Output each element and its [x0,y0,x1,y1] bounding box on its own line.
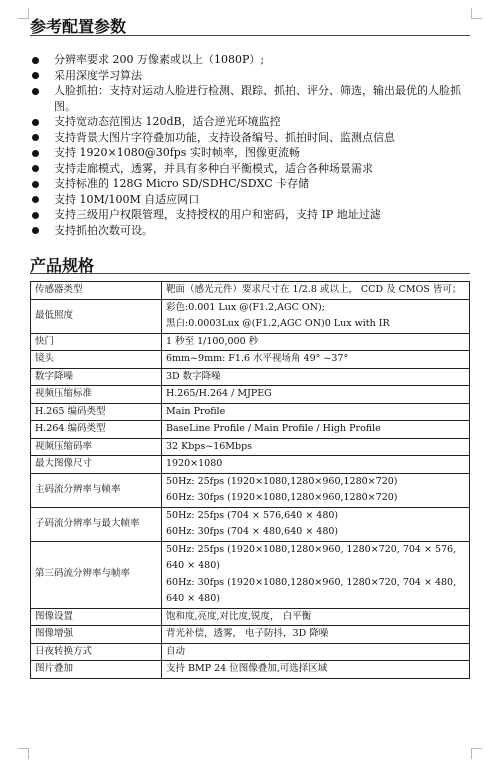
spec-key: 图像设置 [31,608,162,626]
spec-value: H.265/H.264 / MJPEG [162,386,470,404]
spec-value: Main Profile [162,403,470,421]
crop-mark [18,748,29,759]
list-item: 采用深度学习算法 [30,68,475,84]
spec-value: 饱和度,亮度,对比度,锐度， 白平衡 [162,608,470,626]
table-row [31,421,470,439]
spec-value: 1 秒至 1/100,000 秒 [162,333,470,351]
spec-key: 主码流分辨率与帧率 [31,473,162,507]
list-item: 支持宽动态范围达 120dB，适合逆光环境监控 [30,114,475,130]
spec-value [162,507,470,541]
spec-key: 第三码流分辨率与帧率 [31,541,162,608]
spec-key: 视频压缩码率 [31,438,162,456]
spec-value-line: 彩色:0.001 Lux @(F1.2,AGC ON); [166,301,325,313]
list-item: 支持 1920×1080@30fps 实时帧率，图像更流畅 [30,145,475,161]
table-row [31,333,470,351]
spec-value [162,299,470,333]
spec-value: 1920×1080 [162,456,470,474]
spec-value: BaseLine Profile / Main Profile / High Profile [162,421,470,439]
table-row [31,386,470,404]
spec-key: 日夜转换方式 [31,643,162,661]
section-title-config: 参考配置参数 [30,17,127,36]
crop-mark [18,8,29,19]
spec-value-line: 50Hz: 25fps (704 × 576,640 × 480) [166,509,339,521]
spec-value-line: 60Hz: 30fps (704 × 480,640 × 480) [166,526,339,537]
table-row [31,473,470,507]
table-row [31,608,470,626]
table-row [31,541,470,608]
feature-list [30,52,475,238]
spec-key: 子码流分辨率与最大帧率 [31,507,162,541]
spec-value: 6mm~9mm: F1.6 水平视场角 49° ~37° [162,351,470,369]
spec-key: 镜头 [31,351,162,369]
table-row [31,282,470,300]
list-item: 支持 10M/100M 自适应网口 [30,192,475,208]
spec-value: 32 Kbps~16Mbps [162,438,470,456]
spec-value-line: 黑白:0.0003Lux @(F1.2,AGC ON)0 Lux with IR [166,318,390,329]
table-row [31,438,470,456]
spec-value-line: 60Hz: 30fps (1920×1080,1280×960,1280×720) [166,492,398,503]
spec-value: 支持 BMP 24 位图像叠加,可选择区域 [162,661,470,679]
spec-key: 最低照度 [31,299,162,333]
heading-rule [30,35,470,36]
crop-mark [471,8,482,19]
table-row [31,643,470,661]
list-item: 支持背景大图片字符叠加功能，支持设备编号、抓拍时间、监测点信息 [30,130,475,146]
table-row [31,299,470,333]
spec-table [30,281,470,679]
table-row [31,661,470,679]
list-item: 支持三级用户权限管理，支持授权的用户和密码，支持 IP 地址过滤 [30,207,475,223]
spec-key: 视频压缩标准 [31,386,162,404]
spec-value [162,473,470,507]
table-row [31,368,470,386]
spec-value-line: 50Hz: 25fps (1920×1080,1280×960,1280×720) [166,475,398,487]
spec-key: H.265 编码类型 [31,403,162,421]
table-row [31,507,470,541]
heading-rule [30,273,470,274]
list-item: 分辨率要求 200 万像素或以上（1080P）; [30,52,475,68]
spec-value: 靶面（感光元件）要求尺寸在 1/2.8 或以上， CCD 及 CMOS 皆可； [162,282,470,300]
spec-key: 快门 [31,333,162,351]
spec-key: 图像增强 [31,626,162,644]
table-row [31,403,470,421]
spec-value-line: 60Hz: 30fps (1920×1080,1280×960, 1280×720, 704 × 480, 640 × 480) [166,576,457,604]
list-item: 人脸抓拍：支持对运动人脸进行检测、跟踪、抓拍、评分、筛选，输出最优的人脸抓图。 [30,83,475,114]
section-title-spec: 产品规格 [30,256,95,275]
table-row [31,351,470,369]
table-row [31,626,470,644]
spec-value: 自动 [162,643,470,661]
list-item: 支持抓拍次数可设。 [30,223,475,239]
spec-value [162,541,470,608]
list-item: 支持标准的 128G Micro SD/SDHC/SDXC 卡存储 [30,176,475,192]
spec-key: 图片叠加 [31,661,162,679]
spec-value: 3D 数字降噪 [162,368,470,386]
list-item: 支持走廊模式，透雾，并具有多种白平衡模式，适合各种场景需求 [30,161,475,177]
spec-value: 背光补偿，透雾， 电子防抖，3D 降噪 [162,626,470,644]
spec-key: 传感器类型 [31,282,162,300]
spec-key: 最大图像尺寸 [31,456,162,474]
spec-value-line: 50Hz: 25fps (1920×1080,1280×960, 1280×720, 704 × 576, 640 × 480) [166,543,457,571]
table-row [31,456,470,474]
crop-mark [471,748,482,759]
spec-key: H.264 编码类型 [31,421,162,439]
spec-key: 数字降噪 [31,368,162,386]
